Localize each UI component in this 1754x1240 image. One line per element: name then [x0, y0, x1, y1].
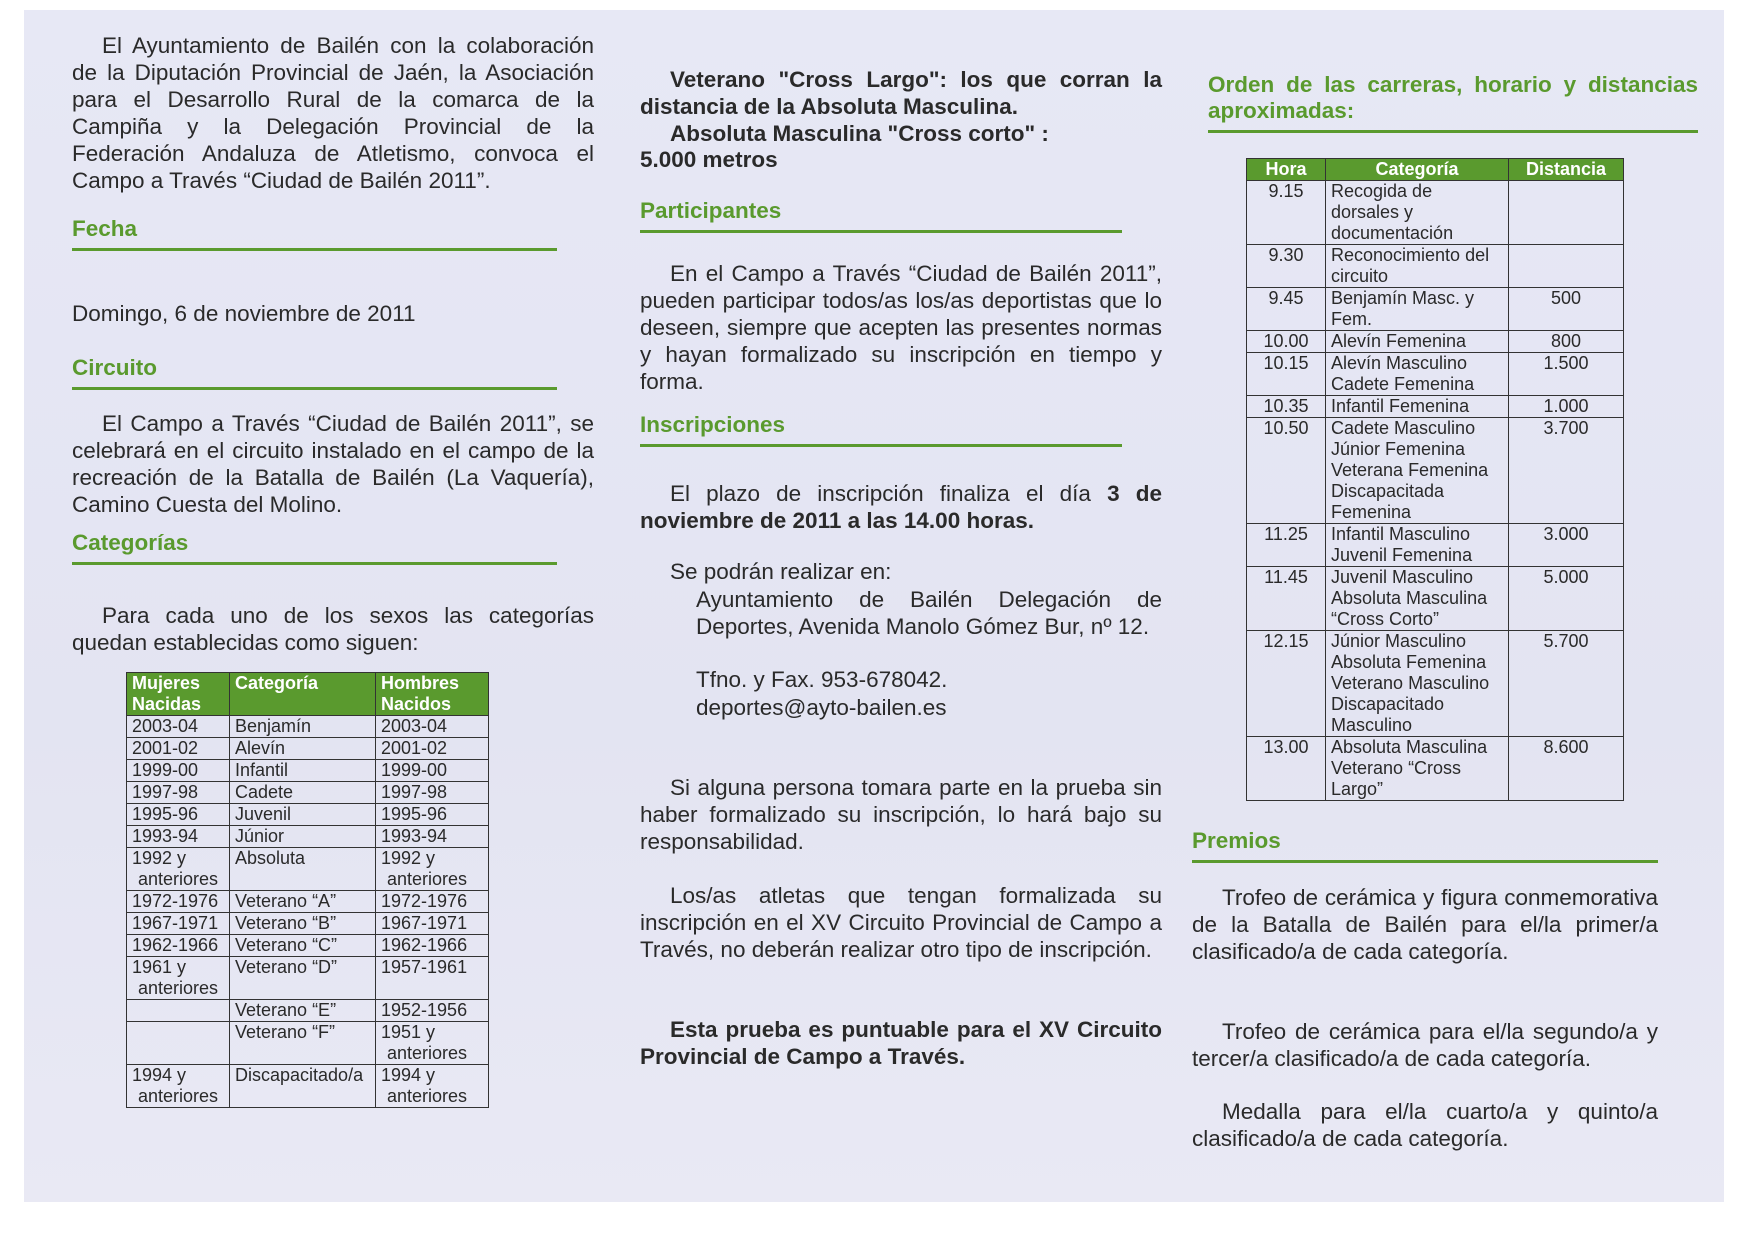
cell-hora: 10.15 [1247, 353, 1326, 396]
cell-hombres: 1967-1971 [376, 913, 489, 935]
cell-hora: 10.50 [1247, 418, 1326, 524]
schedule-row [1247, 181, 1624, 245]
category-row [127, 957, 489, 1000]
cell-categoria-sched: Infantil Masculino Juvenil Femenina [1326, 524, 1509, 567]
circuito-provincial-text: Los/as atletas que tengan formalizada su inscripción en el XV Circuito Provincial de Campo a Través, no deberán realizar otro tipo de inscripción. [640, 883, 1162, 962]
cell-mujeres: 1999-00 [127, 760, 230, 782]
cell-hombres: 1952-1956 [376, 1000, 489, 1022]
category-row [127, 848, 489, 891]
participantes-section [640, 198, 1122, 233]
schedule-row [1247, 288, 1624, 331]
cell-distancia: 5.000 [1509, 567, 1624, 631]
cell-categoria: Juvenil [230, 804, 376, 826]
cell-categoria: Cadete [230, 782, 376, 804]
cell-categoria: Veterano “F” [230, 1022, 376, 1065]
fecha-section [72, 216, 557, 251]
circuito-text: El Campo a Través “Ciudad de Bailén 2011”, se celebrará en el circuito instalado en el campo de la recreación de la Batalla de Bailén (La Vaquería), Camino Cuesta del Molino. [72, 411, 594, 517]
cell-mujeres [127, 1000, 230, 1022]
realizar-text: Se podrán realizar en: [670, 559, 892, 584]
cell-hora: 13.00 [1247, 737, 1326, 801]
circuito-section [72, 355, 557, 390]
cell-hombres: 1993-94 [376, 826, 489, 848]
premios-heading: Premios [1192, 828, 1281, 853]
schedule-row [1247, 631, 1624, 737]
cell-hora: 9.30 [1247, 245, 1326, 288]
lugar-text: Ayuntamiento de Bailén Delegación de Deportes, Avenida Manolo Gómez Bur, nº 12. [696, 587, 1162, 639]
category-row [127, 826, 489, 848]
cell-mujeres: 1967-1971 [127, 913, 230, 935]
cell-categoria: Absoluta [230, 848, 376, 891]
cell-mujeres: 2003-04 [127, 716, 230, 738]
cell-mujeres: 1994 y anteriores [127, 1065, 230, 1108]
cell-mujeres: 1993-94 [127, 826, 230, 848]
category-row [127, 935, 489, 957]
cell-mujeres: 1992 y anteriores [127, 848, 230, 891]
participantes-text: En el Campo a Través “Ciudad de Bailén 2011”, pueden participar todos/as los/as deportistas que lo deseen, siempre que acepten las presentes normas y hayan formalizado su inscripción en tiempo y forma. [640, 261, 1162, 394]
brochure-sheet [24, 10, 1724, 1202]
schedule-row [1247, 418, 1624, 524]
cell-mujeres: 1972-1976 [127, 891, 230, 913]
schedule-row [1247, 331, 1624, 353]
cell-hora: 11.25 [1247, 524, 1326, 567]
cell-categoria-sched: Absoluta Masculina Veterano “Cross Largo” [1326, 737, 1509, 801]
orden-heading: Orden de las carreras, horario y distancias aproximadas: [1208, 72, 1698, 123]
category-row [127, 1065, 489, 1108]
cell-mujeres [127, 1022, 230, 1065]
cell-distancia: 5.700 [1509, 631, 1624, 737]
schedule-row [1247, 737, 1624, 801]
cell-distancia: 8.600 [1509, 737, 1624, 801]
responsabilidad-text: Si alguna persona tomara parte en la prueba sin haber formalizado su inscripción, lo hará bajo su responsabilidad. [640, 775, 1162, 854]
puntuable-text: Esta prueba es puntuable para el XV Circuito Provincial de Campo a Través. [640, 1017, 1162, 1069]
cell-categoria: Veterano “D” [230, 957, 376, 1000]
schedule-row [1247, 396, 1624, 418]
fecha-heading: Fecha [72, 216, 138, 241]
header-distancia: Distancia [1509, 159, 1624, 181]
inscripciones-section [640, 412, 1122, 447]
cell-categoria-sched: Cadete Masculino Júnior Femenina Veterana Femenina Discapacitada Femenina [1326, 418, 1509, 524]
cell-hombres: 1999-00 [376, 760, 489, 782]
cell-categoria: Alevín [230, 738, 376, 760]
cell-distancia [1509, 245, 1624, 288]
cell-mujeres: 1997-98 [127, 782, 230, 804]
premio-primero: Trofeo de cerámica y figura conmemorativa de la Batalla de Bailén para el/la primer/a clasificado/a de cada categoría. [1192, 885, 1658, 964]
cell-categoria: Infantil [230, 760, 376, 782]
header-categoria: Categoría [230, 673, 376, 716]
category-row [127, 1000, 489, 1022]
categorias-heading: Categorías [72, 530, 189, 555]
cell-categoria-sched: Alevín Femenina [1326, 331, 1509, 353]
category-row [127, 913, 489, 935]
categorias-divider [72, 562, 557, 565]
category-row [127, 891, 489, 913]
fecha-text: Domingo, 6 de noviembre de 2011 [72, 301, 416, 326]
cell-hombres: 1972-1976 [376, 891, 489, 913]
cell-categoria: Júnior [230, 826, 376, 848]
cell-hombres: 1962-1966 [376, 935, 489, 957]
orden-divider [1208, 130, 1698, 133]
premios-divider [1192, 860, 1658, 863]
cell-distancia [1509, 181, 1624, 245]
cell-mujeres: 1961 y anteriores [127, 957, 230, 1000]
schedule-table [1246, 158, 1624, 801]
cell-hombres: 1992 y anteriores [376, 848, 489, 891]
cell-hombres: 1997-98 [376, 782, 489, 804]
cell-hora: 12.15 [1247, 631, 1326, 737]
category-row [127, 716, 489, 738]
cell-hora: 10.35 [1247, 396, 1326, 418]
categorias-section [72, 530, 557, 565]
plazo-text: El plazo de inscripción finaliza el día 3 de noviembre de 2011 a las 14.00 horas. [640, 481, 1162, 533]
schedule-row [1247, 353, 1624, 396]
cell-mujeres: 2001-02 [127, 738, 230, 760]
cell-hombres: 1951 y anteriores [376, 1022, 489, 1065]
intro-paragraph: El Ayuntamiento de Bailén con la colaboración de la Diputación Provincial de Jaén, la Asociación para el Desarrollo Rural de la comarca de la Campiña y la Delegación Provincial de la Federación Andaluza de Atletismo, convoca el Campo a Través “Ciudad de Bailén 2011”. [72, 33, 594, 193]
absoluta-distance: 5.000 metros [640, 147, 778, 172]
cell-categoria: Veterano “C” [230, 935, 376, 957]
schedule-table-header [1247, 159, 1624, 181]
cell-hombres: 1957-1961 [376, 957, 489, 1000]
cell-categoria-sched: Infantil Femenina [1326, 396, 1509, 418]
header-mujeres: Mujeres Nacidas [127, 673, 230, 716]
cell-hora: 9.15 [1247, 181, 1326, 245]
cell-categoria: Veterano “E” [230, 1000, 376, 1022]
category-row [127, 738, 489, 760]
cell-categoria: Veterano “A” [230, 891, 376, 913]
cell-distancia: 500 [1509, 288, 1624, 331]
circuito-heading: Circuito [72, 355, 158, 380]
cell-categoria-sched: Alevín Masculino Cadete Femenina [1326, 353, 1509, 396]
cell-hombres: 2003-04 [376, 716, 489, 738]
absoluta-cross-corto: Absoluta Masculina "Cross corto" : [670, 121, 1049, 146]
premio-segundo-tercero: Trofeo de cerámica para el/la segundo/a y tercer/a clasificado/a de cada categoría. [1192, 1019, 1658, 1071]
premios-section [1192, 828, 1658, 863]
category-row [127, 760, 489, 782]
categories-table-header [127, 673, 489, 716]
inscripciones-divider [640, 444, 1122, 447]
cell-hombres: 1994 y anteriores [376, 1065, 489, 1108]
category-row [127, 1022, 489, 1065]
email-link[interactable]: deportes@ayto-bailen.es [696, 695, 947, 720]
tfno-text: Tfno. y Fax. 953-678042. [696, 667, 948, 692]
categorias-text: Para cada uno de los sexos las categorías quedan establecidas como siguen: [72, 603, 594, 655]
premio-cuarto-quinto: Medalla para el/la cuarto/a y quinto/a clasificado/a de cada categoría. [1192, 1099, 1658, 1151]
header-categoria-sched: Categoría [1326, 159, 1509, 181]
cell-categoria: Discapacitado/a [230, 1065, 376, 1108]
cell-mujeres: 1962-1966 [127, 935, 230, 957]
inscripciones-heading: Inscripciones [640, 412, 786, 437]
cell-hombres: 1995-96 [376, 804, 489, 826]
cell-categoria-sched: Júnior Masculino Absoluta Femenina Veterano Masculino Discapacitado Masculino [1326, 631, 1509, 737]
cell-hora: 11.45 [1247, 567, 1326, 631]
cell-categoria-sched: Recogida de dorsales y documentación [1326, 181, 1509, 245]
cell-hora: 9.45 [1247, 288, 1326, 331]
cell-distancia: 800 [1509, 331, 1624, 353]
cell-distancia: 1.000 [1509, 396, 1624, 418]
cell-hombres: 2001-02 [376, 738, 489, 760]
veterano-cross-largo: Veterano "Cross Largo": los que corran la distancia de la Absoluta Masculina. [640, 67, 1162, 119]
cell-categoria-sched: Juvenil Masculino Absoluta Masculina “Cross Corto” [1326, 567, 1509, 631]
circuito-divider [72, 387, 557, 390]
cell-categoria-sched: Benjamín Masc. y Fem. [1326, 288, 1509, 331]
cell-mujeres: 1995-96 [127, 804, 230, 826]
cell-categoria: Benjamín [230, 716, 376, 738]
category-row [127, 782, 489, 804]
header-hora: Hora [1247, 159, 1326, 181]
header-hombres: Hombres Nacidos [376, 673, 489, 716]
orden-section [1208, 72, 1698, 133]
cell-distancia: 1.500 [1509, 353, 1624, 396]
categories-table [126, 672, 489, 1108]
cell-categoria: Veterano “B” [230, 913, 376, 935]
category-row [127, 804, 489, 826]
cell-hora: 10.00 [1247, 331, 1326, 353]
cell-categoria-sched: Reconocimiento del circuito [1326, 245, 1509, 288]
schedule-row [1247, 245, 1624, 288]
participantes-heading: Participantes [640, 198, 782, 223]
schedule-row [1247, 524, 1624, 567]
schedule-row [1247, 567, 1624, 631]
fecha-divider [72, 248, 557, 251]
participantes-divider [640, 230, 1122, 233]
cell-distancia: 3.700 [1509, 418, 1624, 524]
cell-distancia: 3.000 [1509, 524, 1624, 567]
